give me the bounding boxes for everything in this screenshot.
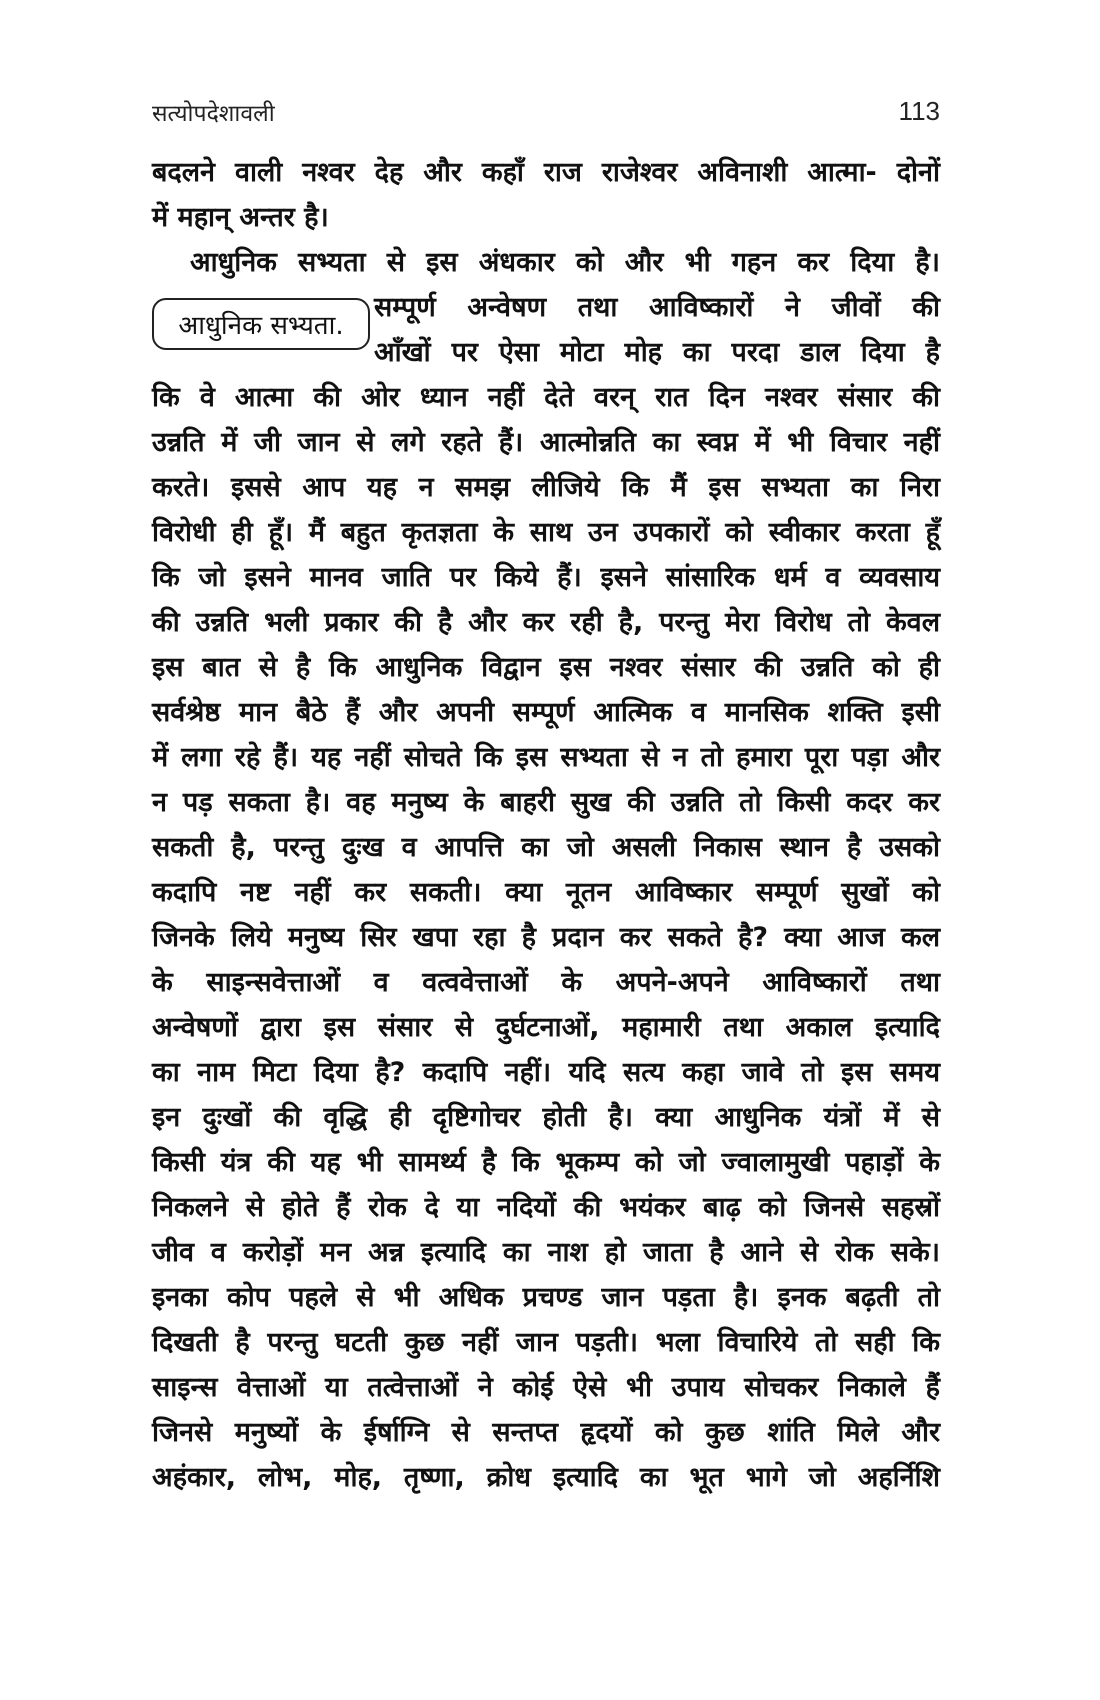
body-text — [152, 150, 940, 1500]
text-line: का नाम मिटा दिया है? कदापि नहीं। यदि सत्य कहा जावे तो इस समय — [152, 1057, 940, 1088]
text-line: जिनके लिये मनुष्य सिर खपा रहा है प्रदान कर सकते है? क्या आज कल — [152, 922, 940, 953]
text-line: कि वे आत्मा की ओर ध्यान नहीं देते वरन् रात दिन नश्वर संसार की — [152, 382, 940, 413]
text-line: के साइन्सवेत्ताओं व वत्ववेत्ताओं के अपने-अपने आविष्कारों तथा — [152, 967, 940, 998]
text-line: बदलने वाली नश्वर देह और कहाँ राज राजेश्वर अविनाशी आत्मा- दोनों — [152, 157, 940, 188]
text-line: आँखों पर ऐसा मोटा मोह का परदा डाल दिया है — [374, 337, 940, 368]
text-line: सकती है, परन्तु दुःख व आपत्ति का जो असली निकास स्थान है उसको — [152, 832, 940, 863]
text-line: आधुनिक सभ्यता से इस अंधकार को और भी गहन कर दिया है। — [190, 247, 940, 278]
text-line: उन्नति में जी जान से लगे रहते हैं। आत्मोन्नति का स्वप्न में भी विचार नहीं — [152, 427, 940, 458]
text-line: सर्वश्रेष्ठ मान बैठे हैं और अपनी सम्पूर्ण आत्मिक व मानसिक शक्ति इसी — [152, 697, 940, 728]
running-title: सत्योपदेशावली — [152, 101, 275, 127]
text-line: इनका कोप पहले से भी अधिक प्रचण्ड जान पड़ता है। इनक बढ़ती तो — [152, 1282, 940, 1313]
margin-note-box: आधुनिक सभ्यता. — [152, 298, 370, 350]
text-line: में महान् अन्तर है। — [152, 202, 329, 233]
text-line: अहंकार, लोभ, मोह, तृष्णा, क्रोध इत्यादि का भूत भागे जो अहर्निशि — [152, 1462, 940, 1493]
text-line: कि जो इसने मानव जाति पर किये हैं। इसने सांसारिक धर्म व व्यवसाय — [152, 562, 940, 593]
text-line: अन्वेषणों द्वारा इस संसार से दुर्घटनाओं, महामारी तथा अकाल इत्यादि — [152, 1012, 940, 1043]
text-line: जिनसे मनुष्यों के ईर्षाग्नि से सन्तप्त हृदयों को कुछ शांति मिले और — [152, 1417, 940, 1448]
text-line: दिखती है परन्तु घटती कुछ नहीं जान पड़ती। भला विचारिये तो सही कि — [152, 1327, 940, 1358]
text-line: न पड़ सकता है। वह मनुष्य के बाहरी सुख की उन्नति तो किसी कदर कर — [152, 787, 940, 818]
text-line: इन दुःखों की वृद्धि ही दृष्टिगोचर होती है। क्या आधुनिक यंत्रों में से — [152, 1102, 940, 1133]
text-line: किसी यंत्र की यह भी सामर्थ्य है कि भूकम्प को जो ज्वालामुखी पहाड़ों के — [152, 1147, 940, 1178]
text-line: कदापि नष्ट नहीं कर सकती। क्या नूतन आविष्कार सम्पूर्ण सुखों को — [152, 877, 940, 908]
page-header — [152, 96, 940, 136]
text-line: सम्पूर्ण अन्वेषण तथा आविष्कारों ने जीवों की — [374, 292, 940, 323]
page-number: 113 — [898, 96, 940, 126]
text-line: इस बात से है कि आधुनिक विद्वान इस नश्वर संसार की उन्नति को ही — [152, 652, 940, 683]
text-line: साइन्स वेत्ताओं या तत्वेत्ताओं ने कोई ऐसे भी उपाय सोचकर निकाले हैं — [152, 1372, 940, 1403]
text-line: की उन्नति भली प्रकार की है और कर रही है, परन्तु मेरा विरोध तो केवल — [152, 607, 940, 638]
text-line: में लगा रहे हैं। यह नहीं सोचते कि इस सभ्यता से न तो हमारा पूरा पड़ा और — [152, 742, 940, 773]
text-line: निकलने से होते हैं रोक दे या नदियों की भयंकर बाढ़ को जिनसे सहस्रों — [152, 1192, 940, 1223]
text-line: विरोधी ही हूँ। मैं बहुत कृतज्ञता के साथ उन उपकारों को स्वीकार करता हूँ — [152, 517, 940, 548]
text-line: जीव व करोड़ों मन अन्न इत्यादि का नाश हो जाता है आने से रोक सके। — [152, 1237, 940, 1268]
text-line: करते। इससे आप यह न समझ लीजिये कि मैं इस सभ्यता का निरा — [152, 472, 940, 503]
